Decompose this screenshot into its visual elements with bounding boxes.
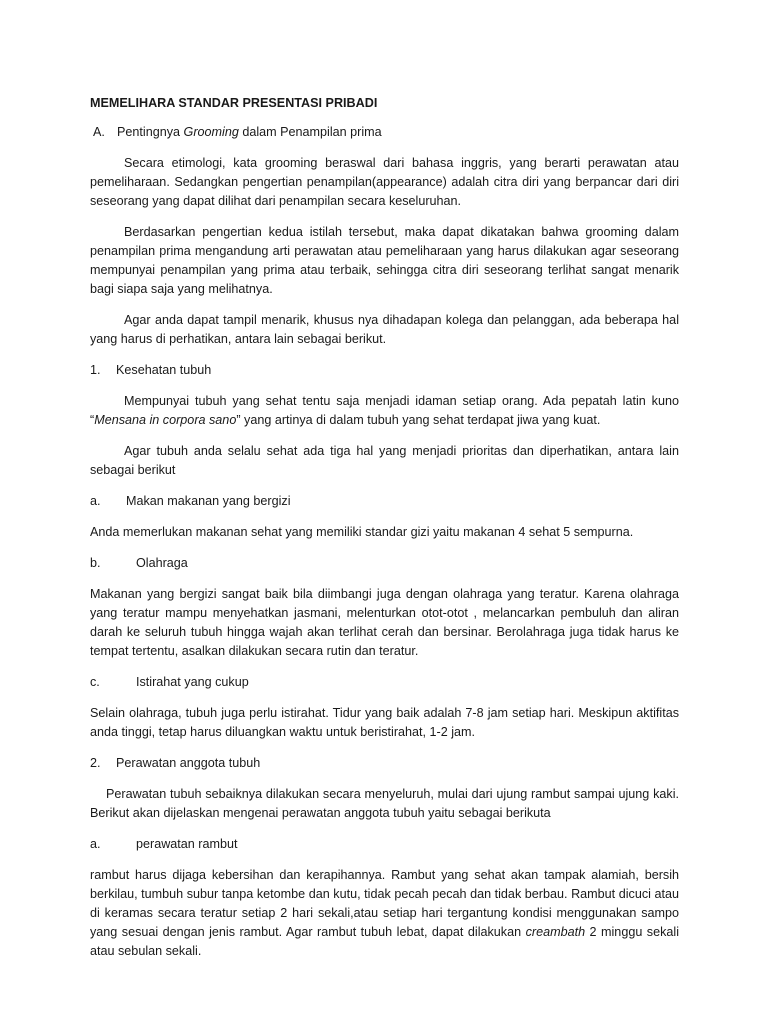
- latin-phrase: Mensana in corpora sano: [94, 413, 237, 427]
- heading-perawatan-rambut: [90, 835, 679, 854]
- heading-perawatan-anggota-tubuh: [90, 754, 679, 773]
- text-run: Mempunyai tubuh yang sehat tentu saja menjadi idaman setiap orang. Ada pepatah latin kuno “: [90, 394, 679, 427]
- document-page: [90, 94, 679, 973]
- paragraph-perawatan-menyeluruh: Perawatan tubuh sebaiknya dilakukan secara menyeluruh, mulai dari ujung rambut sampai ujung kaki. Berikut akan dijelaskan mengenai perawatan anggota tubuh yaitu sebagai berikuta: [90, 787, 679, 820]
- section-label-italic: Grooming: [183, 125, 239, 139]
- paragraph-istirahat: Selain olahraga, tubuh juga perlu istirahat. Tidur yang baik adalah 7-8 jam setiap hari. Meskipun aktifitas anda tinggi, tetap harus diluangkan waktu untuk beristirahat, 1-2 jam.: [90, 706, 679, 739]
- heading-makanan-bergizi: [90, 492, 679, 511]
- document-title: MEMELIHARA STANDAR PRESENTASI PRIBADI: [90, 96, 378, 110]
- heading-label: Perawatan anggota tubuh: [116, 756, 261, 770]
- heading-istirahat: [90, 673, 679, 692]
- heading-olahraga: [90, 554, 679, 573]
- creambath-term: creambath: [525, 925, 586, 939]
- heading-letter: c.: [90, 675, 100, 689]
- section-letter: A.: [93, 125, 105, 139]
- text-run: rambut harus dijaga kebersihan dan kerapihannya. Rambut yang sehat akan tampak alamiah, bersih berkilau, tumbuh subur tanpa ketombe dan kutu, tidak pecah pecah dan tidak berbau. Rambut dicuci atau di keramas secara teratur setiap 2 hari sekali,atau setiap hari tergantung kondisi menggunakan sampo yang sesuai dengan jenis rambut. Agar rambut tubuh lebat, dapat dilakukan: [90, 868, 679, 939]
- heading-letter: b.: [90, 556, 101, 570]
- paragraph-makanan-sehat: Anda memerlukan makanan sehat yang memiliki standar gizi yaitu makanan 4 sehat 5 sempurna.: [90, 525, 634, 539]
- paragraph-olahraga: Makanan yang bergizi sangat baik bila diimbangi juga dengan olahraga yang teratur. Karena olahraga yang teratur mampu menyehatkan jasmani, melenturkan otot-otot , melancarkan pembuluh dan aliran darah ke seluruh tubuh hingga wajah akan terlihat cerah dan bersinar. Berolahraga juga tidak harus ke tempat tertentu, asalkan dilakukan secara rutin dan teratur.: [90, 587, 679, 658]
- heading-letter: a.: [90, 837, 101, 851]
- text-run: ” yang artinya di dalam tubuh yang sehat terdapat jiwa yang kuat.: [236, 413, 601, 427]
- heading-label: Olahraga: [136, 556, 188, 570]
- section-label-after: dalam Penampilan prima: [238, 125, 382, 139]
- text-run: 2 minggu sekali atau sebulan sekali.: [90, 925, 679, 958]
- heading-label: Kesehatan tubuh: [116, 363, 212, 377]
- heading-label: Istirahat yang cukup: [136, 675, 249, 689]
- heading-kesehatan-tubuh: [90, 361, 679, 380]
- section-a-heading: [90, 123, 679, 142]
- paragraph-tiga-hal: Agar tubuh anda selalu sehat ada tiga hal yang menjadi prioritas dan diperhatikan, antara lain sebagai berikut: [90, 444, 679, 477]
- heading-number: 1.: [90, 363, 101, 377]
- paragraph-tampil-menarik: Agar anda dapat tampil menarik, khusus nya dihadapan kolega dan pelanggan, ada beberapa hal yang harus di perhatikan, antara lain sebagai berikut.: [90, 313, 679, 346]
- heading-letter: a.: [90, 494, 101, 508]
- paragraph-etimologi: Secara etimologi, kata grooming beraswal dari bahasa inggris, yang berarti perawatan atau pemeliharaan. Sedangkan pengertian penampilan(appearance) adalah citra diri yang berpancar dari diri seseorang yang dapat dilihat dari penampilan secara keseluruhan.: [90, 156, 679, 208]
- heading-label: perawatan rambut: [136, 837, 238, 851]
- section-label-before: Pentingnya: [117, 125, 184, 139]
- heading-number: 2.: [90, 756, 101, 770]
- heading-label: Makan makanan yang bergizi: [126, 494, 291, 508]
- paragraph-tubuh-sehat: [90, 392, 679, 430]
- paragraph-rambut: [90, 866, 679, 961]
- paragraph-pengertian: Berdasarkan pengertian kedua istilah tersebut, maka dapat dikatakan bahwa grooming dalam penampilan prima mengandung arti perawatan atau pemeliharaan yang harus dilakukan agar seseorang mempunyai penampilan yang prima atau terbaik, sehingga citra diri seseorang terlihat sangat menarik bagi siapa saja yang melihatnya.: [90, 225, 679, 296]
